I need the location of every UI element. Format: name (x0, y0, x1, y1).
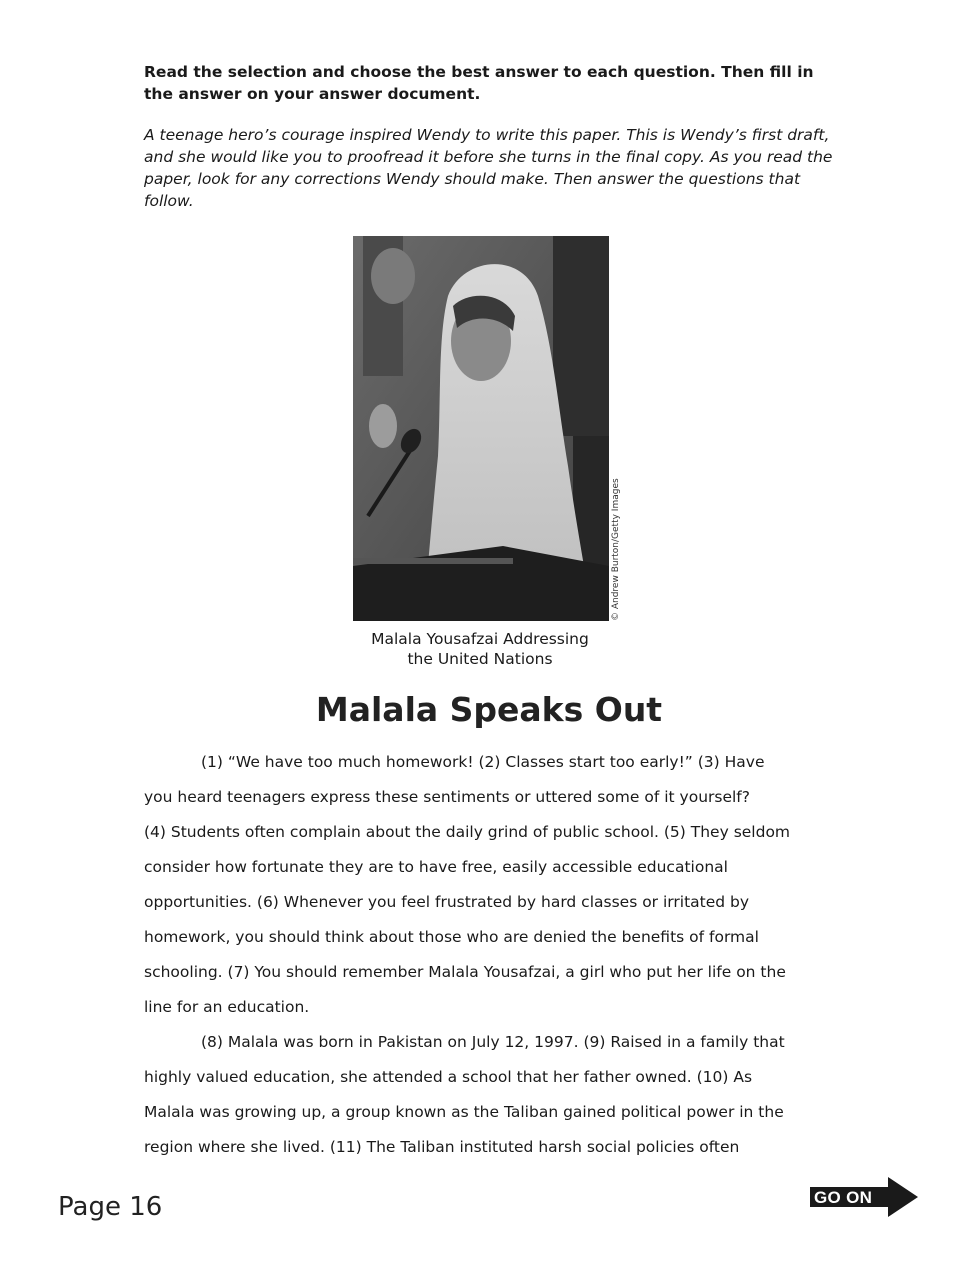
go-on-label: GO ON (814, 1188, 873, 1207)
passage-line: region where she lived. (11) The Taliban instituted harsh social policies often (144, 1138, 740, 1156)
photo-credit: © Andrew Burton/Getty Images (611, 478, 621, 621)
passage-line: (8) Malala was born in Pakistan on July 12, 1997. (9) Raised in a family that (201, 1033, 785, 1051)
go-on-indicator (810, 1177, 920, 1217)
passage-line: schooling. (7) You should remember Malala Yousafzai, a girl who put her life on the (144, 963, 786, 981)
passage-line: (1) “We have too much homework! (2) Classes start too early!” (3) Have (201, 753, 765, 771)
page-number: Page 16 (58, 1192, 163, 1222)
passage-line: homework, you should think about those who are denied the benefits of formal (144, 928, 759, 946)
malala-photo (353, 236, 609, 621)
passage-line: line for an education. (144, 998, 310, 1016)
passage-line: consider how fortunate they are to have free, easily accessible educational (144, 858, 728, 876)
passage-line: you heard teenagers express these sentiments or uttered some of it yourself? (144, 788, 750, 806)
photo-caption (320, 630, 640, 669)
instructions: Read the selection and choose the best answer to each question. Then fill in the answer on your answer document. (144, 63, 814, 103)
caption-line: Malala Yousafzai Addressing (371, 630, 589, 648)
passage-line: highly valued education, she attended a school that her father owned. (10) As (144, 1068, 753, 1086)
caption-line: the United Nations (407, 649, 553, 668)
passage-line: Malala was growing up, a group known as the Taliban gained political power in the (144, 1103, 784, 1121)
passage-title: Malala Speaks Out (315, 690, 663, 729)
photo-illustration (353, 236, 609, 621)
passage-line: opportunities. (6) Whenever you feel frustrated by hard classes or irritated by (144, 893, 750, 911)
passage-line: (4) Students often complain about the daily grind of public school. (5) They seldom (144, 823, 791, 841)
passage-body (144, 745, 844, 1165)
intro-paragraph: A teenage hero’s courage inspired Wendy to write this paper. This is Wendy’s first draft, and she would like you to proofread it before she turns in the final copy. As you read the paper, look for any corrections Wendy should make. Then answer the questions that follow. (144, 126, 833, 210)
